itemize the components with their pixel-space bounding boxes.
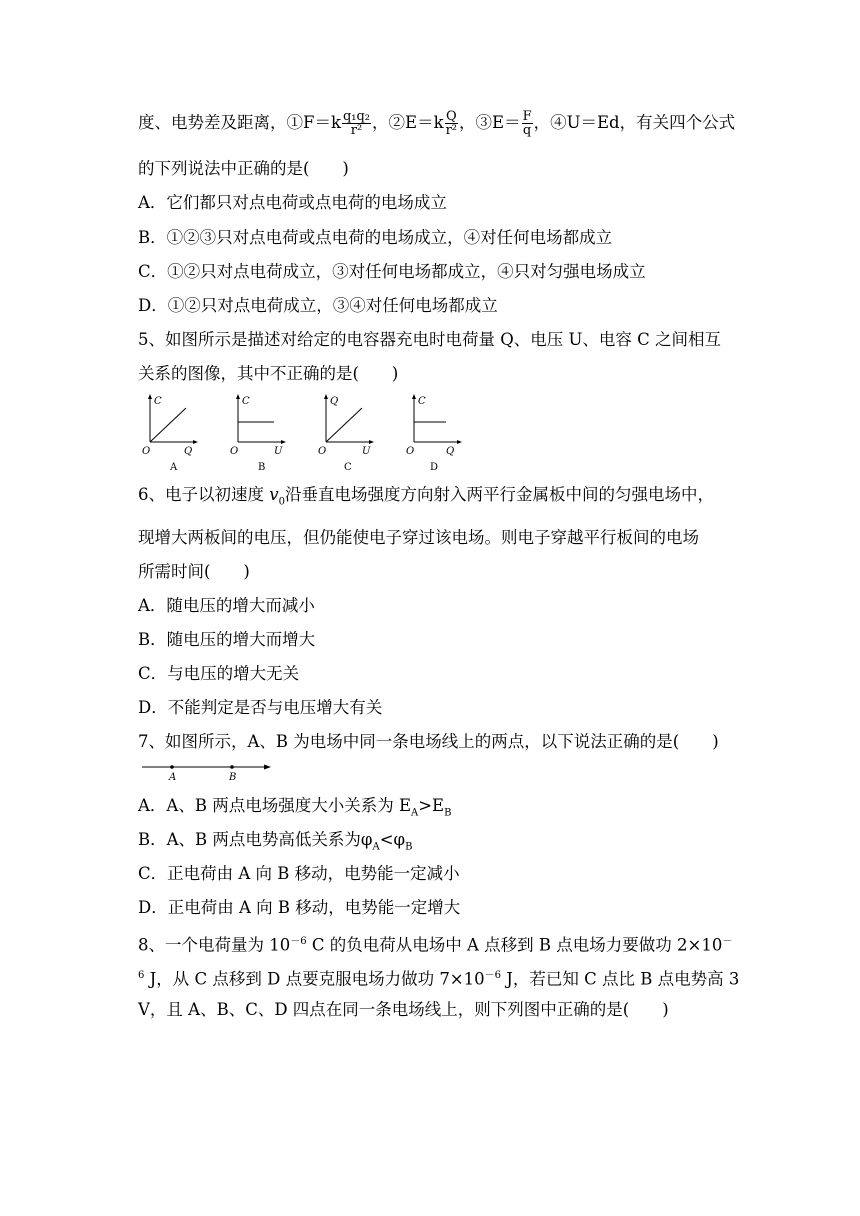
graph-caption: A (170, 462, 178, 472)
fraction-denominator: r² (445, 123, 458, 138)
point-b-dot (230, 765, 234, 769)
q6-option-b: B．随电压的增大而增大 (138, 630, 316, 649)
q6-option-c: C．与电压的增大无关 (138, 664, 300, 683)
q4-option-c: C．①②只对点电荷成立，③对任何电场都成立，④只对匀强电场成立 (138, 262, 646, 281)
subscript: A (372, 841, 380, 853)
x-arrow-icon (193, 440, 198, 444)
q8-line2 (138, 965, 739, 991)
y-arrow-icon (324, 394, 328, 399)
velocity-symbol: v (269, 485, 279, 504)
x-label: U (274, 446, 283, 457)
x-arrow-icon (369, 440, 374, 444)
formula-field-definition-fraction (522, 110, 533, 137)
q8-text: J，从 C 点移到 D 点要克服电场力做功 7×10 (144, 969, 485, 989)
field-line-figure (140, 758, 276, 788)
q4-option-a: A．它们都只对点电荷或点电荷的电场成立 (138, 193, 447, 212)
q7-text: A．A、B 两点电场强度大小关系为 E (138, 796, 411, 815)
formula-coulomb-fraction (342, 110, 371, 137)
velocity-subscript: 0 (278, 496, 285, 508)
graph-line (150, 408, 186, 442)
graph-d-svg (404, 392, 466, 472)
graph-caption: D (430, 462, 439, 472)
q8-text: C 的负电荷从电场中 A 点移到 B 点电场力要做功 2×10 (306, 935, 723, 955)
subscript: B (444, 807, 452, 819)
q8-line3: V，且 A、B、C、D 四点在同一条电场线上，则下列图中正确的是( ) (138, 1000, 669, 1019)
q4-text: 度、电势差及距离，①F＝k (138, 113, 341, 132)
x-label: U (362, 446, 371, 457)
y-label: C (242, 396, 250, 407)
fraction-numerator: Q (445, 109, 457, 124)
graph-caption: C (344, 462, 352, 472)
exponent: －6 (290, 936, 307, 947)
q7-option-d: D．正电荷由 A 向 B 移动，电势能一定增大 (138, 898, 461, 917)
subscript: B (405, 841, 413, 853)
q7-option-c: C．正电荷由 A 向 B 移动，电势能一定减小 (138, 864, 460, 883)
point-a-dot (170, 765, 174, 769)
fraction-denominator: r² (342, 123, 371, 137)
graph-caption: B (258, 462, 266, 472)
fraction-denominator: q (522, 123, 532, 138)
x-label: Q (184, 446, 193, 457)
exponent: － (722, 936, 733, 947)
q6-line3: 所需时间( ) (138, 562, 250, 581)
q4-line1 (138, 110, 735, 137)
origin-label: O (406, 446, 415, 457)
q4-text: ，④U＝Ed，有关四个公式 (533, 113, 736, 132)
q6-line2: 现增大两板间的电压，但仍能使电子穿过该电场。则电子穿越平行板间的电场 (138, 528, 699, 547)
q8-text: 8、一个电荷量为 10 (138, 935, 291, 955)
y-arrow-icon (236, 394, 240, 399)
fraction-numerator: F (522, 109, 532, 124)
field-line-svg (140, 758, 276, 784)
y-arrow-icon (412, 394, 416, 399)
y-label: C (154, 396, 162, 407)
point-a-label: A (169, 772, 177, 783)
graph-a (140, 392, 202, 472)
origin-label: O (318, 446, 327, 457)
y-arrow-icon (148, 394, 152, 399)
q8-text: J，若已知 C 点比 B 点电势高 3 (501, 969, 740, 989)
q7-text: >E (418, 796, 445, 815)
exponent: 6 (138, 970, 145, 981)
q5-line2: 关系的图像，其中不正确的是( ) (138, 364, 399, 383)
q6-text: 6、电子以初速度 (138, 485, 270, 504)
graph-line (326, 408, 362, 442)
q6-line1 (138, 484, 714, 513)
fraction-numerator: q₁q₂ (342, 109, 371, 124)
q4-text: ，③E＝ (459, 113, 521, 132)
graph-c (316, 392, 378, 472)
graph-b-svg (228, 392, 290, 472)
q7-option-a (138, 795, 451, 824)
q7-line1: 7、如图所示，A、B 为电场中同一条电场线上的两点，以下说法正确的是( ) (138, 732, 719, 751)
x-arrow-icon (281, 440, 286, 444)
q7-option-b (138, 829, 412, 858)
q4-option-d: D．①②只对点电荷成立，③④对任何电场都成立 (138, 296, 498, 315)
origin-label: O (142, 446, 151, 457)
y-label: C (418, 396, 426, 407)
x-arrow-icon (457, 440, 462, 444)
q4-option-b: B．①②③只对点电荷或点电荷的电场成立，④对任何电场都成立 (138, 228, 613, 247)
q7-text: B．A、B 两点电势高低关系为φ (138, 830, 373, 849)
q4-text: ，②E＝k (372, 113, 444, 132)
formula-point-field-fraction (445, 110, 458, 137)
origin-label: O (230, 446, 239, 457)
graph-d (404, 392, 466, 472)
graph-c-svg (316, 392, 378, 472)
q6-text: 沿垂直电场强度方向射入两平行金属板中间的匀强电场中， (284, 485, 714, 504)
q8-line1 (138, 931, 732, 957)
graph-a-svg (140, 392, 202, 472)
q4-line2: 的下列说法中正确的是( ) (138, 159, 349, 178)
field-arrow-icon (264, 765, 271, 770)
point-b-label: B (229, 772, 237, 783)
q6-option-a: A．随电压的增大而减小 (138, 596, 315, 615)
q5-line1: 5、如图所示是描述对给定的电容器充电时电荷量 Q、电压 U、电容 C 之间相互 (138, 330, 722, 349)
x-label: Q (446, 446, 455, 457)
exponent: －6 (484, 970, 502, 981)
q7-text: <φ (379, 830, 406, 849)
y-label: Q (330, 396, 339, 407)
subscript: A (411, 807, 419, 819)
graph-b (228, 392, 290, 472)
q6-option-d: D．不能判定是否与电压增大有关 (138, 698, 383, 717)
